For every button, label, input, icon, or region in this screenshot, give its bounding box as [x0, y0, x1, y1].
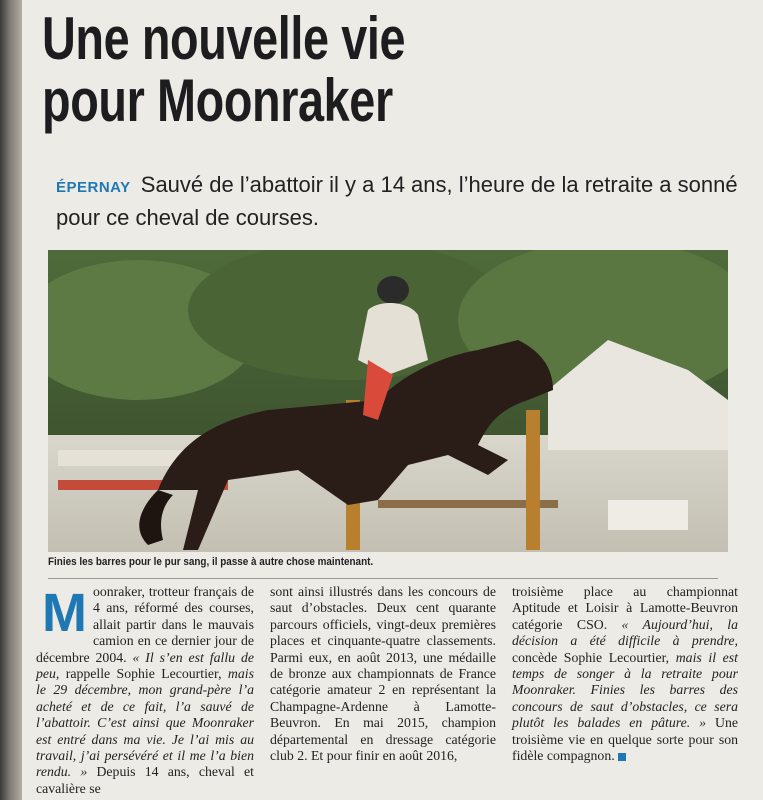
col1-text-c: Depuis 14 ans, cheval et cavalière se — [36, 764, 255, 796]
deck-text: Sauvé de l’abattoir il y a 14 ans, l’heure de la retraite a sonné pour ce cheval de courses. — [56, 172, 738, 230]
photo-caption: Finies les barres pour le pur sang, il passe à autre chose maintenant. — [48, 556, 374, 568]
article-column-3 — [512, 584, 738, 764]
drop-cap: M — [42, 583, 87, 643]
col1-text-a: oonraker, trotteur français de 4 ans, réformé des courses, allait partir dans le mauvais camion en ce dernier jour de décembre 2004. — [36, 584, 254, 665]
end-of-article-square-icon — [618, 753, 626, 761]
col1-quote-a: « Il s’en est fallu de peu, — [36, 649, 255, 682]
article-column-1 — [36, 584, 254, 797]
col1-quote-b: mais le 29 décembre, mon grand-père l’a acheté et de ce fait, l’a sauvé de l’abattoir. C’est ainsi que Moonraker est entré dans ma vie. Je l’ai mis au travail, j’ai persévéré et il me l’a bien rendu. » — [36, 666, 254, 780]
col1-text-b: rappelle Sophie Lecourtier, — [65, 666, 222, 682]
col3-quote-b: mais il est temps de songer à la retraite pour Moonraker. Finies les barres des concours de saut d’obstacles, ce sera plutôt les balades en pâture. » — [512, 649, 738, 731]
article-column-2 — [270, 584, 496, 764]
horse-jumping-photo — [48, 250, 728, 552]
col3-text-b: concède Sophie Lecourtier, — [512, 649, 670, 665]
col3-quote-a: « Aujourd’hui, la décision a été difficile à prendre, — [512, 616, 738, 649]
caption-rule — [48, 578, 718, 579]
headline — [42, 5, 479, 134]
headline-line-2: pour Moonraker — [42, 67, 393, 134]
col2-text: sont ainsi illustrés dans les concours de saut d’obstacles. Deux cent quarante parcours officiels, vingt-deux premières places et cinquante-quatre classements. Parmi eux, en août 2013, une médaille de bronze aux championnats de France catégorie amateur 2 en représentant la Champagne-Ardenne à Lamotte-Beuvron. En mai 2015, champion départemental en dressage catégorie club 2. Et pour finir en août 2016, — [270, 584, 496, 764]
dateline: ÉPERNAY — [56, 179, 131, 196]
col3-text-c: Une troisième vie en quelque sorte pour son fidèle compagnon. — [512, 715, 738, 764]
col3-text-a: troisième place au championnat Aptitude et Loisir à Lamotte-Beuvron catégorie CSO. — [512, 584, 738, 632]
article-photo — [48, 250, 728, 552]
article-deck — [56, 170, 756, 233]
headline-line-1: Une nouvelle vie — [42, 5, 406, 72]
